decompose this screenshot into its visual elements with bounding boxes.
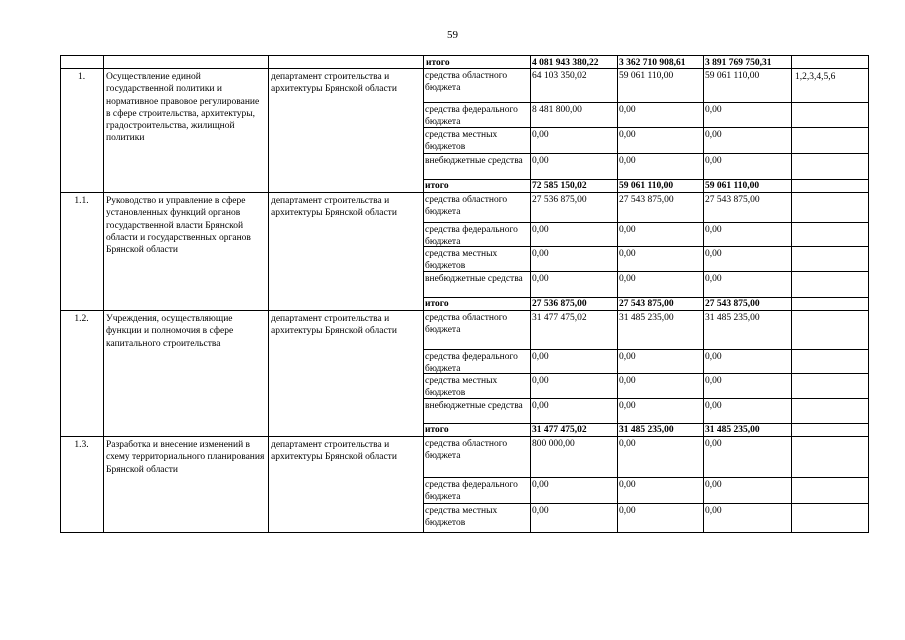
table-rule xyxy=(423,246,869,247)
section-title: Осуществление единой государственной политики и нормативное правовое регулирование в сфере строительства, архитектуры, градостроительства, жилищной политики xyxy=(106,72,260,144)
section-executor: департамент строительства и архитектуры Брянской области xyxy=(271,314,397,337)
amount-year2: 0,00 xyxy=(619,401,636,411)
table-rule xyxy=(423,127,869,128)
section-total-label: итого xyxy=(425,299,449,309)
table-rule xyxy=(60,436,869,437)
section-total-year2: 31 485 235,00 xyxy=(619,425,674,435)
amount-year1: 31 477 475,02 xyxy=(532,313,587,323)
amount-year2: 0,00 xyxy=(619,480,636,490)
section-total-year3: 27 543 875,00 xyxy=(705,299,760,309)
table-rule xyxy=(423,222,869,223)
amount-year3: 0,00 xyxy=(705,249,722,259)
amount-year3: 0,00 xyxy=(705,506,722,516)
amount-year2: 0,00 xyxy=(619,506,636,516)
section-title: Разработка и внесение изменений в схему территориального планирования Брянской области xyxy=(106,440,265,475)
table-rule xyxy=(60,310,869,311)
funding-source: средства федерального бюджета xyxy=(425,480,518,503)
amount-year3: 0,00 xyxy=(705,376,722,386)
funding-source: внебюджетные средства xyxy=(425,274,523,284)
table-rule xyxy=(423,477,869,478)
funding-source: средства местных бюджетов xyxy=(425,506,498,529)
amount-year2: 31 485 235,00 xyxy=(619,313,674,323)
amount-year3: 0,00 xyxy=(705,439,722,449)
amount-year2: 27 543 875,00 xyxy=(619,195,674,205)
table-rule xyxy=(423,153,869,154)
total-value-year3: 3 891 769 750,31 xyxy=(705,58,772,68)
total-value-year2: 3 362 710 908,61 xyxy=(619,58,686,68)
amount-year3: 0,00 xyxy=(705,105,722,115)
funding-source: средства областного бюджета xyxy=(425,195,508,218)
amount-year3: 0,00 xyxy=(705,225,722,235)
table-rule xyxy=(423,373,869,374)
section-total-year1: 31 477 475,02 xyxy=(532,425,587,435)
section-total-year2: 59 061 110,00 xyxy=(619,181,674,191)
amount-year3: 0,00 xyxy=(705,480,722,490)
table-rule xyxy=(60,532,869,533)
amount-year3: 0,00 xyxy=(705,274,722,284)
table-rule xyxy=(423,271,869,272)
amount-year2: 0,00 xyxy=(619,376,636,386)
amount-year1: 0,00 xyxy=(532,274,549,284)
amount-year1: 0,00 xyxy=(532,376,549,386)
amount-year2: 0,00 xyxy=(619,352,636,362)
total-label: итого xyxy=(426,58,450,68)
section-note: 1,2,3,4,5,6 xyxy=(795,72,836,82)
section-number: 1. xyxy=(77,72,86,82)
funding-source: средства местных бюджетов xyxy=(425,130,498,153)
section-title: Учреждения, осуществляющие функции и полномочия в сфере капитального строительства xyxy=(106,314,234,349)
amount-year3: 0,00 xyxy=(705,156,722,166)
amount-year3: 27 543 875,00 xyxy=(705,195,760,205)
table-rule xyxy=(60,55,61,532)
amount-year2: 0,00 xyxy=(619,156,636,166)
amount-year2: 0,00 xyxy=(619,130,636,140)
amount-year2: 0,00 xyxy=(619,274,636,284)
amount-year1: 0,00 xyxy=(532,352,549,362)
table-rule xyxy=(423,349,869,350)
section-total-year1: 72 585 150,02 xyxy=(532,181,587,191)
amount-year1: 27 536 875,00 xyxy=(532,195,587,205)
amount-year2: 0,00 xyxy=(619,105,636,115)
amount-year1: 0,00 xyxy=(532,480,549,490)
amount-year1: 0,00 xyxy=(532,156,549,166)
amount-year2: 0,00 xyxy=(619,439,636,449)
amount-year1: 0,00 xyxy=(532,225,549,235)
funding-source: средства федерального бюджета xyxy=(425,352,518,373)
section-total-label: итого xyxy=(425,425,449,435)
funding-source: средства областного бюджета xyxy=(425,71,508,94)
amount-year1: 64 103 350,02 xyxy=(532,71,587,81)
page-number: 59 xyxy=(447,29,458,41)
amount-year1: 800 000,00 xyxy=(532,439,575,449)
section-total-year3: 59 061 110,00 xyxy=(705,181,760,191)
section-executor: департамент строительства и архитектуры Брянской области xyxy=(271,440,397,463)
section-number: 1.3. xyxy=(74,440,89,450)
funding-source: средства областного бюджета xyxy=(425,313,508,336)
section-number: 1.1. xyxy=(74,196,89,206)
table-rule xyxy=(268,55,269,532)
amount-year3: 0,00 xyxy=(705,401,722,411)
amount-year3: 59 061 110,00 xyxy=(705,71,760,81)
amount-year1: 0,00 xyxy=(532,249,549,259)
amount-year1: 8 481 800,00 xyxy=(532,105,582,115)
table-rule xyxy=(103,55,104,532)
table-rule xyxy=(423,102,869,103)
funding-source: средства федерального бюджета xyxy=(425,105,518,127)
funding-source: средства федерального бюджета xyxy=(425,225,518,246)
table-rule xyxy=(60,192,869,193)
table-rule xyxy=(60,55,869,56)
section-executor: департамент строительства и архитектуры Брянской области xyxy=(271,72,397,95)
table-rule xyxy=(423,503,869,504)
total-value-year1: 4 081 943 380,22 xyxy=(532,58,599,68)
funding-source: внебюджетные средства xyxy=(425,401,523,411)
amount-year2: 0,00 xyxy=(619,225,636,235)
table-rule xyxy=(60,68,869,69)
funding-source: средства местных бюджетов xyxy=(425,249,498,271)
amount-year3: 31 485 235,00 xyxy=(705,313,760,323)
amount-year1: 0,00 xyxy=(532,130,549,140)
section-total-label: итого xyxy=(425,181,449,191)
section-total-year3: 31 485 235,00 xyxy=(705,425,760,435)
amount-year1: 0,00 xyxy=(532,401,549,411)
amount-year2: 59 061 110,00 xyxy=(619,71,674,81)
amount-year3: 0,00 xyxy=(705,352,722,362)
section-executor: департамент строительства и архитектуры Брянской области xyxy=(271,196,397,219)
amount-year1: 0,00 xyxy=(532,506,549,516)
section-total-year1: 27 536 875,00 xyxy=(532,299,587,309)
amount-year3: 0,00 xyxy=(705,130,722,140)
amount-year2: 0,00 xyxy=(619,249,636,259)
section-total-year2: 27 543 875,00 xyxy=(619,299,674,309)
section-number: 1.2. xyxy=(74,314,89,324)
funding-source: средства местных бюджетов xyxy=(425,376,498,398)
funding-source: внебюджетные средства xyxy=(425,156,523,166)
section-title: Руководство и управление в сфере установленных функций органов государственной власти Брянской области и государственных органов Брянской области xyxy=(106,196,251,256)
table-rule xyxy=(423,398,869,399)
funding-source: средства областного бюджета xyxy=(425,439,508,462)
